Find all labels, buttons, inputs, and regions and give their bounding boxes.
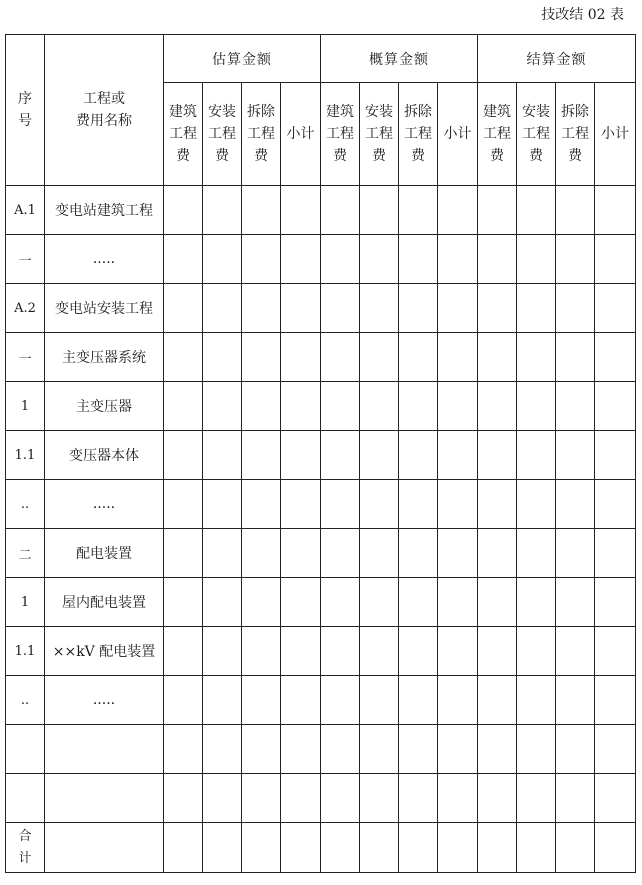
- amount-cell: [242, 627, 281, 676]
- amount-cell: [281, 725, 321, 774]
- name-header: 工程或 费用名称: [45, 35, 164, 186]
- amount-cell: [399, 382, 438, 431]
- amount-cell: [360, 382, 399, 431]
- amount-cell: [595, 774, 636, 823]
- amount-cell: [242, 382, 281, 431]
- name-cell: [45, 774, 164, 823]
- amount-cell: [556, 382, 595, 431]
- amount-cell: [281, 774, 321, 823]
- settlement-construction-header: 建筑 工程 费: [478, 83, 517, 186]
- amount-cell: [164, 235, 203, 284]
- seq-cell: 1: [6, 382, 45, 431]
- amount-cell: [281, 627, 321, 676]
- amount-cell: [321, 284, 360, 333]
- amount-cell: [438, 529, 478, 578]
- amount-cell: [595, 578, 636, 627]
- name-cell: 变电站安装工程: [45, 284, 164, 333]
- amount-cell: [556, 725, 595, 774]
- amount-cell: [360, 431, 399, 480]
- amount-cell: [517, 235, 556, 284]
- amount-cell: [203, 676, 242, 725]
- amount-cell: [281, 676, 321, 725]
- table-row: [6, 333, 636, 382]
- amount-cell: [517, 823, 556, 873]
- amount-cell: [595, 431, 636, 480]
- amount-cell: [438, 578, 478, 627]
- amount-cell: [164, 529, 203, 578]
- amount-cell: [517, 480, 556, 529]
- settlement-group-header: 结算金额: [478, 35, 636, 83]
- amount-cell: [438, 823, 478, 873]
- estimate-installation-header: 安装 工程 费: [203, 83, 242, 186]
- seq-cell: A.1: [6, 186, 45, 235]
- budget-construction-header: 建筑 工程 费: [321, 83, 360, 186]
- amount-cell: [595, 284, 636, 333]
- amount-cell: [438, 284, 478, 333]
- name-cell: 变压器本体: [45, 431, 164, 480]
- amount-cell: [242, 333, 281, 382]
- name-cell: 屋内配电装置: [45, 578, 164, 627]
- amount-cell: [399, 725, 438, 774]
- amount-cell: [595, 382, 636, 431]
- amount-cell: [360, 284, 399, 333]
- amount-cell: [517, 578, 556, 627]
- amount-cell: [478, 480, 517, 529]
- amount-cell: [242, 676, 281, 725]
- table-row: [6, 235, 636, 284]
- amount-cell: [242, 578, 281, 627]
- amount-cell: [281, 284, 321, 333]
- amount-cell: [242, 431, 281, 480]
- amount-cell: [478, 627, 517, 676]
- amount-cell: [595, 725, 636, 774]
- amount-cell: [438, 235, 478, 284]
- amount-cell: [595, 235, 636, 284]
- name-cell: 主变压器: [45, 382, 164, 431]
- amount-cell: [281, 480, 321, 529]
- amount-cell: [360, 725, 399, 774]
- amount-cell: [164, 186, 203, 235]
- amount-cell: [321, 333, 360, 382]
- table-row: [6, 382, 636, 431]
- amount-cell: [321, 235, 360, 284]
- amount-cell: [242, 823, 281, 873]
- table-row: [6, 823, 636, 873]
- amount-cell: [399, 333, 438, 382]
- amount-cell: [164, 382, 203, 431]
- amount-cell: [164, 774, 203, 823]
- amount-cell: [478, 333, 517, 382]
- amount-cell: [595, 186, 636, 235]
- table-row: [6, 480, 636, 529]
- form-code: 技改结 02 表: [541, 7, 624, 23]
- amount-cell: [281, 333, 321, 382]
- amount-cell: [556, 431, 595, 480]
- budget-installation-header: 安装 工程 费: [360, 83, 399, 186]
- seq-cell: A.2: [6, 284, 45, 333]
- amount-cell: [556, 578, 595, 627]
- amount-cell: [517, 333, 556, 382]
- amount-cell: [203, 235, 242, 284]
- amount-cell: [399, 431, 438, 480]
- amount-cell: [438, 725, 478, 774]
- amount-cell: [321, 186, 360, 235]
- name-cell: [45, 823, 164, 873]
- seq-cell: 二: [6, 529, 45, 578]
- amount-cell: [517, 186, 556, 235]
- amount-cell: [360, 676, 399, 725]
- estimate-demolition-header: 拆除 工程 费: [242, 83, 281, 186]
- amount-cell: [556, 235, 595, 284]
- amount-cell: [164, 823, 203, 873]
- amount-cell: [595, 480, 636, 529]
- amount-cell: [164, 676, 203, 725]
- table-row: [6, 725, 636, 774]
- amount-cell: [556, 676, 595, 725]
- name-cell: 主变压器系统: [45, 333, 164, 382]
- amount-cell: [281, 382, 321, 431]
- seq-cell: ..: [6, 676, 45, 725]
- amount-cell: [164, 284, 203, 333]
- amount-cell: [203, 578, 242, 627]
- amount-cell: [203, 480, 242, 529]
- settlement-subtotal-header: 小计: [595, 83, 636, 186]
- amount-cell: [321, 578, 360, 627]
- name-cell: [45, 725, 164, 774]
- amount-cell: [203, 333, 242, 382]
- table-row: [6, 774, 636, 823]
- amount-cell: [399, 578, 438, 627]
- amount-cell: [556, 480, 595, 529]
- amount-cell: [517, 529, 556, 578]
- table-row: [6, 431, 636, 480]
- seq-cell: [6, 823, 45, 873]
- amount-cell: [478, 725, 517, 774]
- amount-cell: [399, 529, 438, 578]
- amount-cell: [399, 823, 438, 873]
- amount-cell: [438, 627, 478, 676]
- amount-cell: [321, 480, 360, 529]
- amount-cell: [321, 529, 360, 578]
- amount-cell: [203, 774, 242, 823]
- amount-cell: [556, 333, 595, 382]
- amount-cell: [478, 823, 517, 873]
- amount-cell: [242, 725, 281, 774]
- amount-cell: [321, 823, 360, 873]
- amount-cell: [321, 431, 360, 480]
- amount-cell: [360, 627, 399, 676]
- settlement-demolition-header: 拆除 工程 费: [556, 83, 595, 186]
- amount-cell: [164, 431, 203, 480]
- name-cell: 配电装置: [45, 529, 164, 578]
- amount-cell: [203, 627, 242, 676]
- amount-cell: [556, 284, 595, 333]
- amount-cell: [399, 774, 438, 823]
- amount-cell: [595, 333, 636, 382]
- amount-cell: [556, 774, 595, 823]
- amount-cell: [242, 284, 281, 333]
- amount-cell: [281, 823, 321, 873]
- seq-cell: [6, 725, 45, 774]
- amount-cell: [203, 725, 242, 774]
- budget-subtotal-header: 小计: [438, 83, 478, 186]
- amount-cell: [399, 284, 438, 333]
- amount-cell: [360, 823, 399, 873]
- name-cell: .....: [45, 676, 164, 725]
- amount-cell: [478, 186, 517, 235]
- table-row: [6, 529, 636, 578]
- seq-cell: 1.1: [6, 431, 45, 480]
- amount-cell: [478, 578, 517, 627]
- table-row: [6, 676, 636, 725]
- amount-cell: [164, 333, 203, 382]
- amount-cell: [164, 578, 203, 627]
- amount-cell: [556, 529, 595, 578]
- amount-cell: [517, 627, 556, 676]
- amount-cell: [556, 823, 595, 873]
- amount-cell: [164, 725, 203, 774]
- amount-cell: [517, 382, 556, 431]
- amount-cell: [517, 284, 556, 333]
- amount-cell: [242, 480, 281, 529]
- seq-cell: 1.1: [6, 627, 45, 676]
- amount-cell: [360, 480, 399, 529]
- amount-cell: [321, 774, 360, 823]
- estimate-group-header: 估算金额: [164, 35, 321, 83]
- amount-cell: [203, 823, 242, 873]
- amount-cell: [595, 823, 636, 873]
- amount-cell: [399, 480, 438, 529]
- amount-cell: [281, 235, 321, 284]
- amount-cell: [399, 676, 438, 725]
- amount-cell: [321, 382, 360, 431]
- amount-cell: [517, 774, 556, 823]
- amount-cell: [595, 676, 636, 725]
- amount-cell: [242, 186, 281, 235]
- amount-cell: [281, 578, 321, 627]
- amount-cell: [242, 529, 281, 578]
- seq-cell: [6, 774, 45, 823]
- budget-group-header: 概算金额: [321, 35, 478, 83]
- amount-cell: [399, 186, 438, 235]
- amount-cell: [203, 186, 242, 235]
- cost-settlement-table: [5, 34, 636, 873]
- amount-cell: [478, 235, 517, 284]
- amount-cell: [360, 578, 399, 627]
- amount-cell: [203, 284, 242, 333]
- amount-cell: [203, 431, 242, 480]
- amount-cell: [281, 529, 321, 578]
- table-row: [6, 578, 636, 627]
- amount-cell: [478, 676, 517, 725]
- settlement-installation-header: 安装 工程 费: [517, 83, 556, 186]
- amount-cell: [164, 480, 203, 529]
- amount-cell: [478, 431, 517, 480]
- amount-cell: [595, 529, 636, 578]
- amount-cell: [438, 431, 478, 480]
- name-cell: ××kV 配电装置: [45, 627, 164, 676]
- amount-cell: [360, 235, 399, 284]
- amount-cell: [438, 186, 478, 235]
- amount-cell: [478, 774, 517, 823]
- amount-cell: [517, 431, 556, 480]
- seq-text: 合 计: [18, 828, 32, 866]
- table-row: [6, 186, 636, 235]
- budget-demolition-header: 拆除 工程 费: [399, 83, 438, 186]
- amount-cell: [438, 774, 478, 823]
- seq-cell: 一: [6, 235, 45, 284]
- table-row: [6, 284, 636, 333]
- amount-cell: [478, 529, 517, 578]
- amount-cell: [438, 676, 478, 725]
- amount-cell: [438, 382, 478, 431]
- amount-cell: [399, 235, 438, 284]
- amount-cell: [399, 627, 438, 676]
- amount-cell: [438, 333, 478, 382]
- amount-cell: [281, 186, 321, 235]
- amount-cell: [517, 676, 556, 725]
- seq-cell: 1: [6, 578, 45, 627]
- amount-cell: [203, 529, 242, 578]
- amount-cell: [438, 480, 478, 529]
- amount-cell: [556, 627, 595, 676]
- name-cell: 变电站建筑工程: [45, 186, 164, 235]
- amount-cell: [595, 627, 636, 676]
- name-cell: .....: [45, 480, 164, 529]
- amount-cell: [203, 382, 242, 431]
- amount-cell: [321, 725, 360, 774]
- amount-cell: [281, 431, 321, 480]
- amount-cell: [517, 725, 556, 774]
- amount-cell: [321, 676, 360, 725]
- estimate-subtotal-header: 小计: [281, 83, 321, 186]
- amount-cell: [478, 382, 517, 431]
- amount-cell: [242, 235, 281, 284]
- name-cell: .....: [45, 235, 164, 284]
- amount-cell: [360, 186, 399, 235]
- seq-header: 序 号: [6, 35, 45, 186]
- amount-cell: [360, 774, 399, 823]
- amount-cell: [478, 284, 517, 333]
- amount-cell: [556, 186, 595, 235]
- amount-cell: [321, 627, 360, 676]
- seq-cell: ..: [6, 480, 45, 529]
- table-row: [6, 627, 636, 676]
- seq-cell: 一: [6, 333, 45, 382]
- amount-cell: [242, 774, 281, 823]
- estimate-construction-header: 建筑 工程 费: [164, 83, 203, 186]
- amount-cell: [164, 627, 203, 676]
- amount-cell: [360, 333, 399, 382]
- amount-cell: [360, 529, 399, 578]
